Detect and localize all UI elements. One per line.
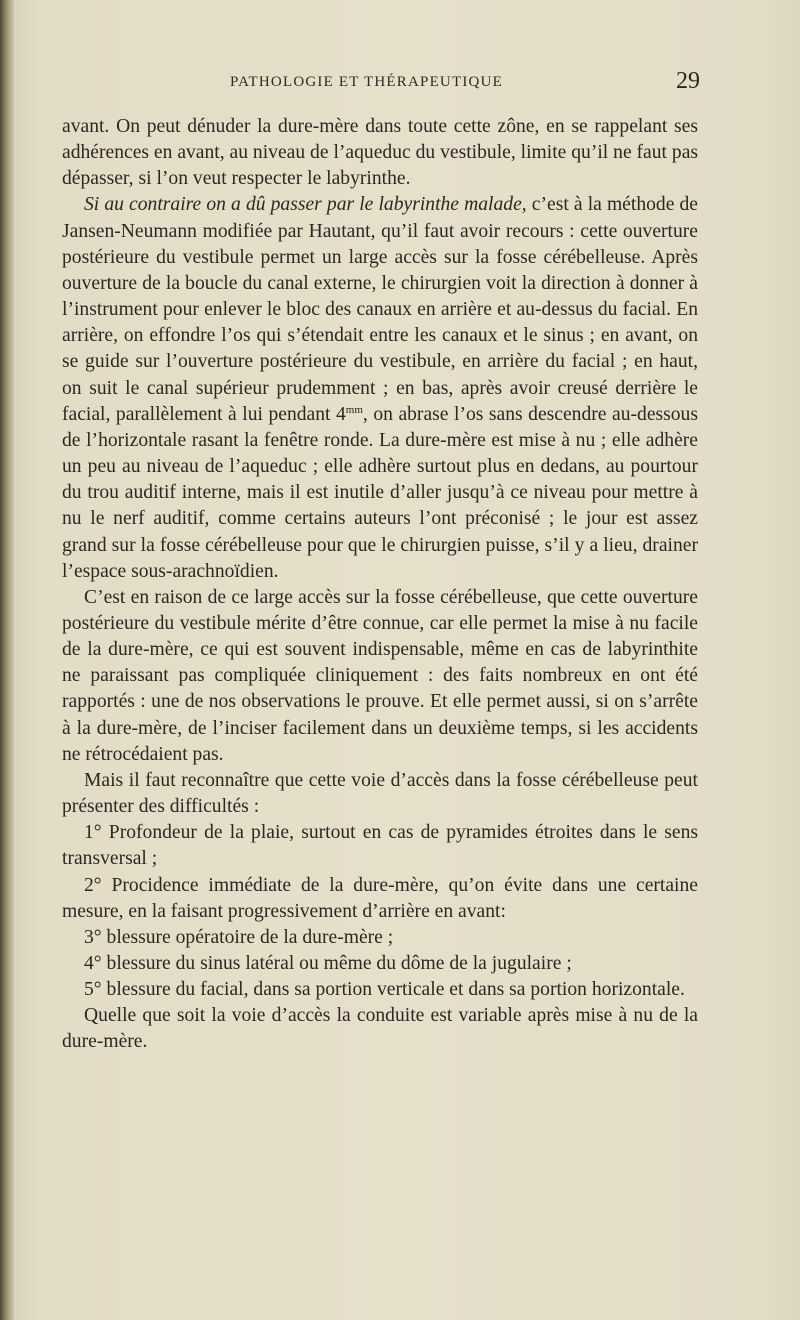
running-head: PATHOLOGIE ET THÉRAPEUTIQUE: [230, 74, 503, 90]
paragraph-2-text-a: c’est à la méthode de Jansen-Neumann modifiée par Hautant, qu’il faut avoir recours : cette ouverture postérieure du vestibule permet un large accès sur la fosse cérébelleuse. Après ouverture de la boucle du canal externe, le chirurgien voit la direction à donner à l’instrument pour enlever le bloc des canaux en arrière et au-dessus du facial. En arrière, on effondre l’os qui s’étendait entre les canaux et le sinus ; en avant, on se guide sur l’ouverture postérieure du vestibule, en arrière du facial ; en haut, on suit le canal supérieur prudemment ; en bas, après avoir creusé derrière le facial, parallèlement à lui pendant 4: [62, 194, 699, 425]
paragraph-3: C’est en raison de ce large accès sur la fosse cérébelleuse, que cette ouverture postérieure du vestibule mérite d’être connue, car elle permet la mise à nu facile de la dure-mère, ce qui est souvent indispensable, même en cas de labyrinthite ne paraissant pas compliquée cliniquement : des faits nombreux en ont été rapportés : une de nos observations le prouve. Et elle permet aussi, si on s’arrête à la dure-mère, de l’inciser facilement dans un deuxième temps, si les accidents ne rétrocédaient pas.: [62, 586, 698, 765]
list-item-3: 3° blessure opératoire de la dure-mère ;: [84, 926, 394, 948]
page-number: 29: [676, 68, 700, 94]
paragraph-2-text-b: , on abrase l’os sans descendre au-dessous de l’horizontale rasant la fenêtre ronde. La dure-mère est mise à nu ; elle adhère un peu au niveau de l’aqueduc ; elle adhère surtout plus en dedans, au pourtour du trou auditif interne, mais il est inutile d’aller jusqu’à ce niveau pour mettre à nu le nerf auditif, comme certains auteurs l’ont préconisé ; le jour est assez grand sur la fosse cérébelleuse pour que le chirurgien puisse, s’il y a lieu, drainer l’espace sous-arachnoïdien.: [62, 403, 698, 582]
body-text: [62, 114, 698, 1056]
list-item-4: 4° blessure du sinus latéral ou même du dôme de la jugulaire ;: [84, 953, 572, 974]
list-item-2: 2° Procidence immédiate de la dure-mère, qu’on évite dans une certaine mesure, en la faisant progressivement d’arrière en avant:: [62, 874, 698, 922]
paragraph-1: avant. On peut dénuder la dure-mère dans toute cette zône, en se rappelant ses adhérences en avant, au niveau de l’aqueduc du vestibule, limite qu’il ne faut pas dépasser, si l’on veut respecter le labyrinthe.: [62, 116, 699, 190]
italic-lead: Si au contraire on a dû passer par le labyrinthe malade,: [84, 194, 527, 216]
unit-superscript: mm: [345, 403, 363, 416]
binding-gutter: [0, 0, 14, 1320]
list-item-5: 5° blessure du facial, dans sa portion verticale et dans sa portion horizontale.: [84, 979, 685, 1001]
paragraph-final: Quelle que soit la voie d’accès la conduite est variable après mise à nu de la dure-mère.: [62, 1005, 698, 1053]
paragraph-2: [62, 192, 698, 584]
page-header: [230, 70, 700, 100]
list-item-1: 1° Profondeur de la plaie, surtout en cas de pyramides étroites dans le sens transversal ;: [62, 822, 698, 870]
paragraph-4: Mais il faut reconnaître que cette voie d’accès dans la fosse cérébelleuse peut présenter des difficultés :: [62, 769, 698, 818]
